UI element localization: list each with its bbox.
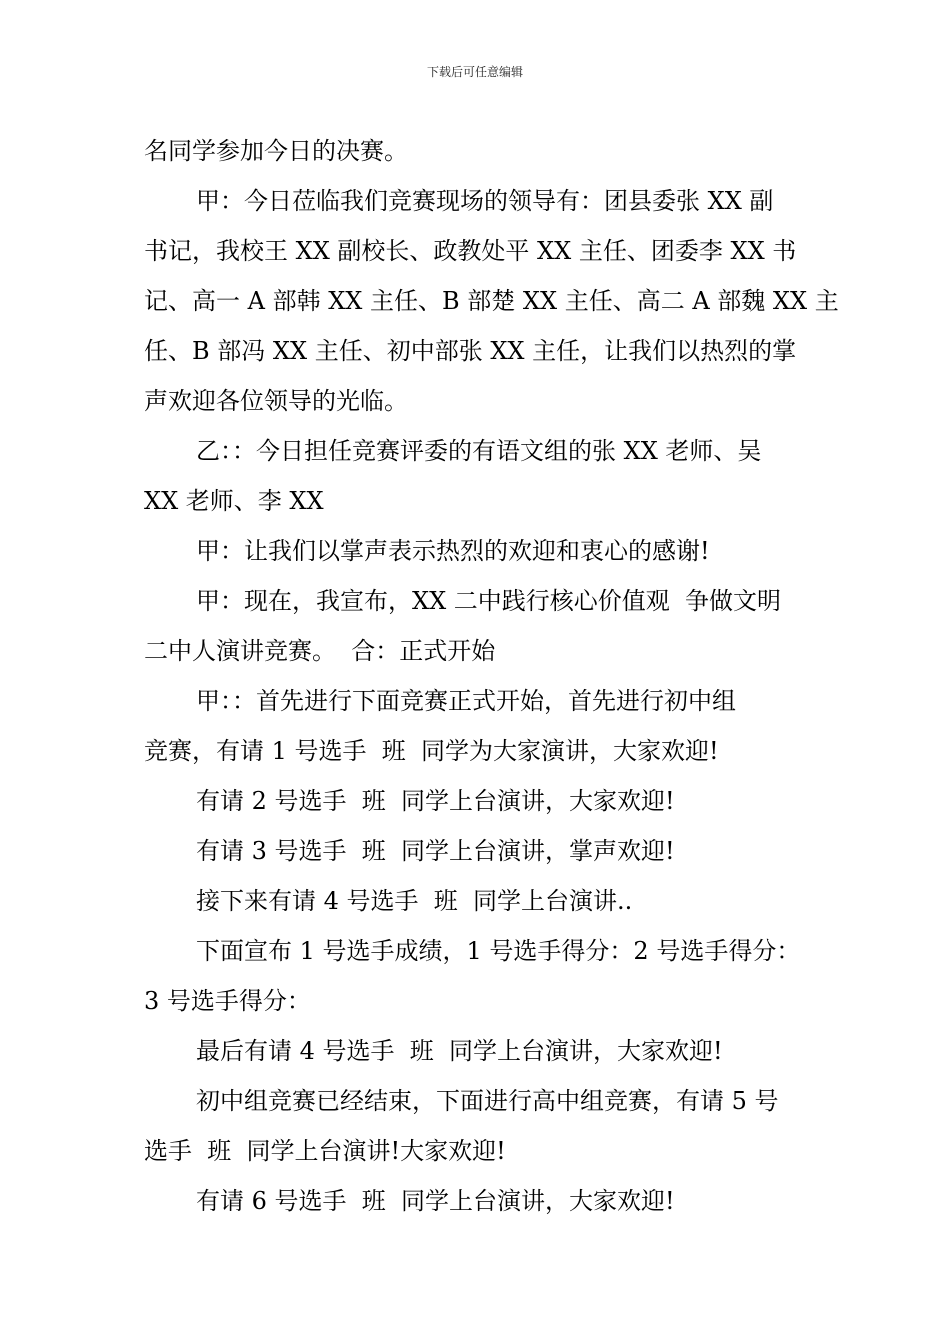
- paragraph-line: 3 号选手得分：: [144, 987, 311, 1015]
- paragraph-line: 甲：让我们以掌声表示热烈的欢迎和衷心的感谢!: [196, 537, 710, 565]
- document-body: [144, 126, 839, 1226]
- paragraph-line: 名同学参加今日的决赛。: [144, 137, 408, 165]
- paragraph-line: 接下来有请 4 号选手 班 同学上台演讲..: [196, 887, 633, 915]
- page-header-note: 下载后可任意编辑: [426, 65, 523, 79]
- paragraph-line: 竞赛，有请 1 号选手 班 同学为大家演讲，大家欢迎!: [144, 737, 719, 765]
- paragraph-line: 二中人演讲竞赛。 合：正式开始: [144, 637, 496, 665]
- paragraph-line: 声欢迎各位领导的光临。: [144, 387, 408, 415]
- paragraph-line: 初中组竞赛已经结束，下面进行高中组竞赛，有请 5 号: [196, 1087, 779, 1115]
- paragraph-line: 有请 3 号选手 班 同学上台演讲，掌声欢迎!: [196, 837, 675, 865]
- paragraph-line: 选手 班 同学上台演讲!大家欢迎!: [144, 1137, 506, 1165]
- paragraph-line: 乙：：今日担任竞赛评委的有语文组的张 XX 老师、吴: [196, 437, 762, 465]
- paragraph-line: 甲：：首先进行下面竞赛正式开始，首先进行初中组: [196, 687, 736, 715]
- paragraph-line: 书记，我校王 XX 副校长、政教处平 XX 主任、团委李 XX 书: [144, 237, 797, 265]
- paragraph-line: 有请 2 号选手 班 同学上台演讲，大家欢迎!: [196, 787, 675, 815]
- paragraph-line: 甲：今日莅临我们竞赛现场的领导有：团县委张 XX 副: [196, 187, 774, 215]
- paragraph-line: XX 老师、李 XX: [144, 487, 324, 515]
- paragraph-line: 下面宣布 1 号选手成绩，1 号选手得分：2 号选手得分：: [196, 937, 801, 965]
- paragraph-line: 记、高一 A 部韩 XX 主任、B 部楚 XX 主任、高二 A 部魏 XX 主: [144, 287, 839, 315]
- paragraph-line: 甲：现在，我宣布，XX 二中践行核心价值观 争做文明: [196, 587, 782, 615]
- paragraph-line: 任、B 部冯 XX 主任、初中部张 XX 主任，让我们以热烈的掌: [144, 337, 797, 365]
- paragraph-line: 最后有请 4 号选手 班 同学上台演讲，大家欢迎!: [196, 1037, 723, 1065]
- paragraph-line: 有请 6 号选手 班 同学上台演讲，大家欢迎!: [196, 1187, 675, 1215]
